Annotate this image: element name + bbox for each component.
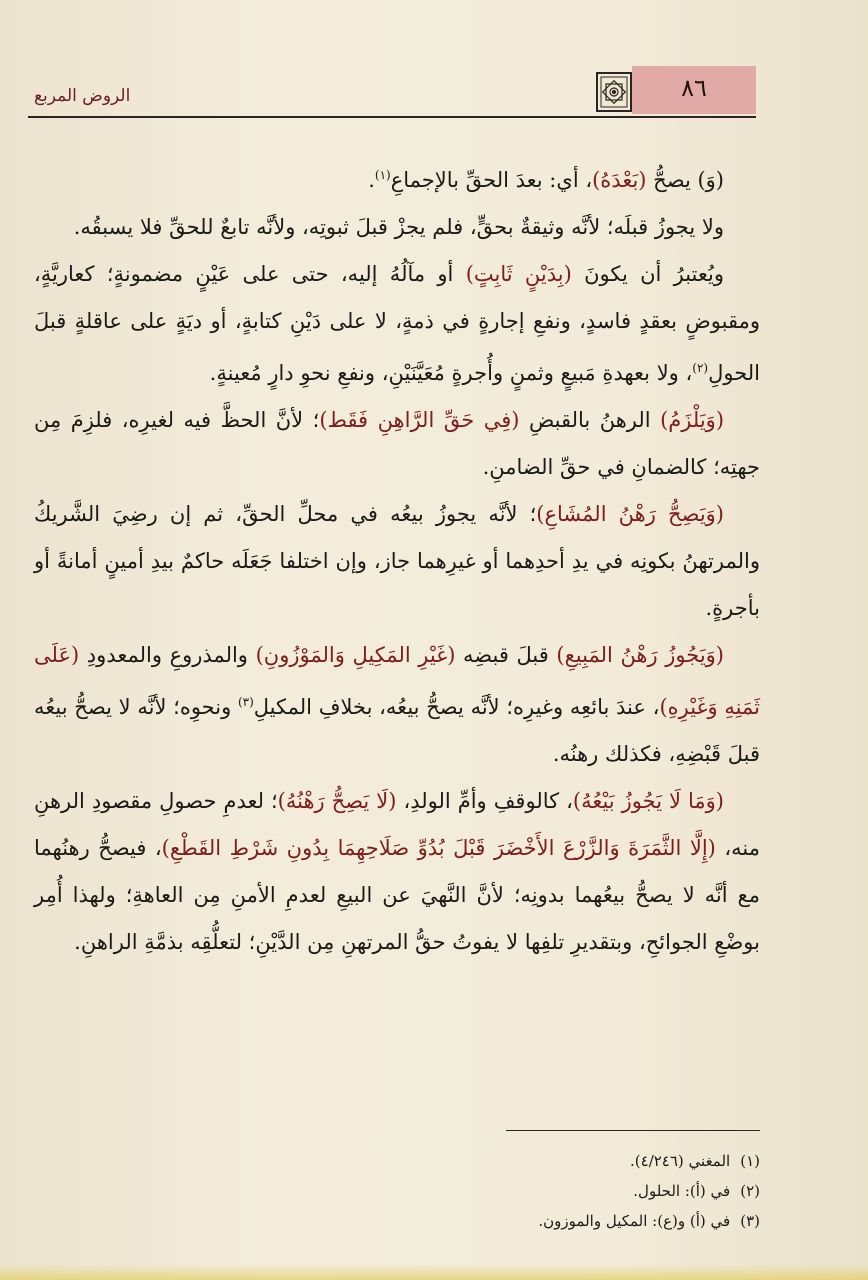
page-bottom-edge [0,1264,868,1280]
footnote-text: المغني (٤/٢٤٦). [630,1152,731,1170]
footnote-divider [506,1130,760,1131]
matn-highlight: (وَيَصِحُّ رَهْنُ المُشَاعِ) [536,502,724,526]
footnotes [34,1146,760,1236]
main-text [34,152,760,966]
text-run: . [368,168,375,192]
paragraph-1 [34,152,760,204]
text-run: ؛ لعدمِ حصولِ مقصودِ الرهنِ منه، [34,789,760,860]
paragraph-2: ولا يجوزُ قبلَه؛ لأنَّه وثيقةٌ بحقٍّ، فلم يجزْ قبلَ ثبوتِه، ولأنَّه تابعٌ للحقِّ فلا يسبقُه. [73,215,724,239]
text-run: ، كالوقفِ وأمِّ الولدِ، [396,789,573,813]
matn-highlight: (وَمَا لَا يَجُوزُ بَيْعُهُ) [572,789,724,813]
paragraph-5 [34,491,760,632]
footnote-item [34,1206,760,1236]
matn-highlight: (بِدَيْنٍ ثَابِتٍ) [465,262,572,286]
footnote-ref[interactable]: (١) [374,168,391,182]
text-run: ، فيصحُّ رهنُهما مع أنَّه لا يصحُّ بيعُهما بدونِه؛ لأنَّ النَّهيَ عن البيعِ لعدمِ الأمنِ مِن العاهةِ؛ ولهذا أُمِر بوضْعِ الجوائحِ، وبتقديرِ تلفِها لا يفوتُ حقُّ المرتهنِ مِن الدَّيْنِ؛ لتعلُّقِه بذمَّةِ الراهنِ. [34,836,760,954]
paragraph-3 [34,251,760,397]
text-run: ونحوِه؛ لأنَّه لا يصحُّ بيعُه قبلَ قَبْضِهِ، فكذلك رهنُه. [34,695,760,766]
paragraph-6 [34,632,760,778]
page-number: ٨٦ [681,74,707,102]
page-header [0,0,868,140]
footnote-ref[interactable]: (٢) [692,361,709,375]
text-run: الرهنُ بالقبضِ [519,408,661,432]
matn-highlight: (وَيَلْزَمُ) [660,408,725,432]
matn-highlight: (إِلَّا الثَّمَرَةَ وَالزَّرْعَ الأَخْضَرَ قَبْلَ بُدُوِّ صَلَاحِهِمَا بِدُونِ شَرْطِ القَطْعِ) [161,836,716,860]
text-run: ؛ لأنَّ الحظَّ فيه لغيرِه، فلزِمَ مِن جهتِه؛ كالضمانِ في حقِّ الضامنِ. [34,408,760,479]
paragraph-7 [34,778,760,966]
text-run: (وَ) يصحُّ [646,168,724,192]
matn-highlight: (وَيَجُوزُ رَهْنُ المَبِيعِ) [556,643,724,667]
matn-highlight: (بَعْدَهُ) [592,168,647,192]
footnote-ref[interactable]: (٣) [237,695,254,709]
matn-highlight: (لَا يَصِحُّ رَهْنُهُ) [277,789,397,813]
footnote-text: في (أ): الحلول. [633,1182,731,1200]
matn-highlight: (فِي حَقِّ الرَّاهِنِ فَقَط) [319,408,520,432]
text-run: ، عندَ بائعِه وغيرِه؛ لأنَّه يصحُّ بيعُه، بخلافِ المكيلِ [253,695,660,719]
matn-highlight: (عَلَى ثَمَنِهِ وَغَيْرِهِ) [34,643,760,719]
footnote-number: (٣) [740,1212,760,1230]
matn-highlight: (غَيْرِ المَكِيلِ وَالمَوْزُونِ) [255,643,456,667]
footnote-item [34,1176,760,1206]
footnote-text: في (أ) و(ع): المكيل والموزون. [538,1212,731,1230]
text-run: ، ولا بعهدةِ مَبيعٍ وثمنٍ وأُجرةٍ مُعَيَّنَيْنِ، ونفعِ نحوِ دارٍ مُعينةٍ. [209,361,693,385]
text-run: ؛ لأنَّه يجوزُ بيعُه في محلِّ الحقِّ، ثم إن رضِيَ الشَّريكُ والمرتهنُ بكونِه في يدِ أحدِهما أو غيرِهما جاز، وإن اختلفا جَعَلَه حاكمٌ بيدِ أمينٍ أمانةً أو بأجرةٍ. [34,502,760,620]
text-run: ، أي: بعدَ الحقِّ بالإجماعِ [390,168,593,192]
paragraph-4 [34,397,760,491]
text-run: والمذروعِ والمعدودِ [79,643,256,667]
text-run: قبلَ قبضِه [455,643,557,667]
header-divider [28,116,756,118]
geometric-star-ornament-icon [596,72,632,112]
footnote-number: (٢) [740,1182,760,1200]
text-run: ويُعتبرُ أن يكونَ [571,262,725,286]
footnote-number: (١) [740,1152,760,1170]
running-title: الروض المربع [34,86,131,106]
text-run: أو مآلُهُ إليه، حتى على عَيْنٍ مضمونةٍ؛ كعاريَّةٍ، ومقبوضٍ بعقدٍ فاسدٍ، ونفعِ إجارةٍ في ذمةٍ، لا على دَيْنِ كتابةٍ، أو ديَةٍ على عاقلةٍ قبلَ الحولِ [34,262,760,385]
footnote-item [34,1146,760,1176]
